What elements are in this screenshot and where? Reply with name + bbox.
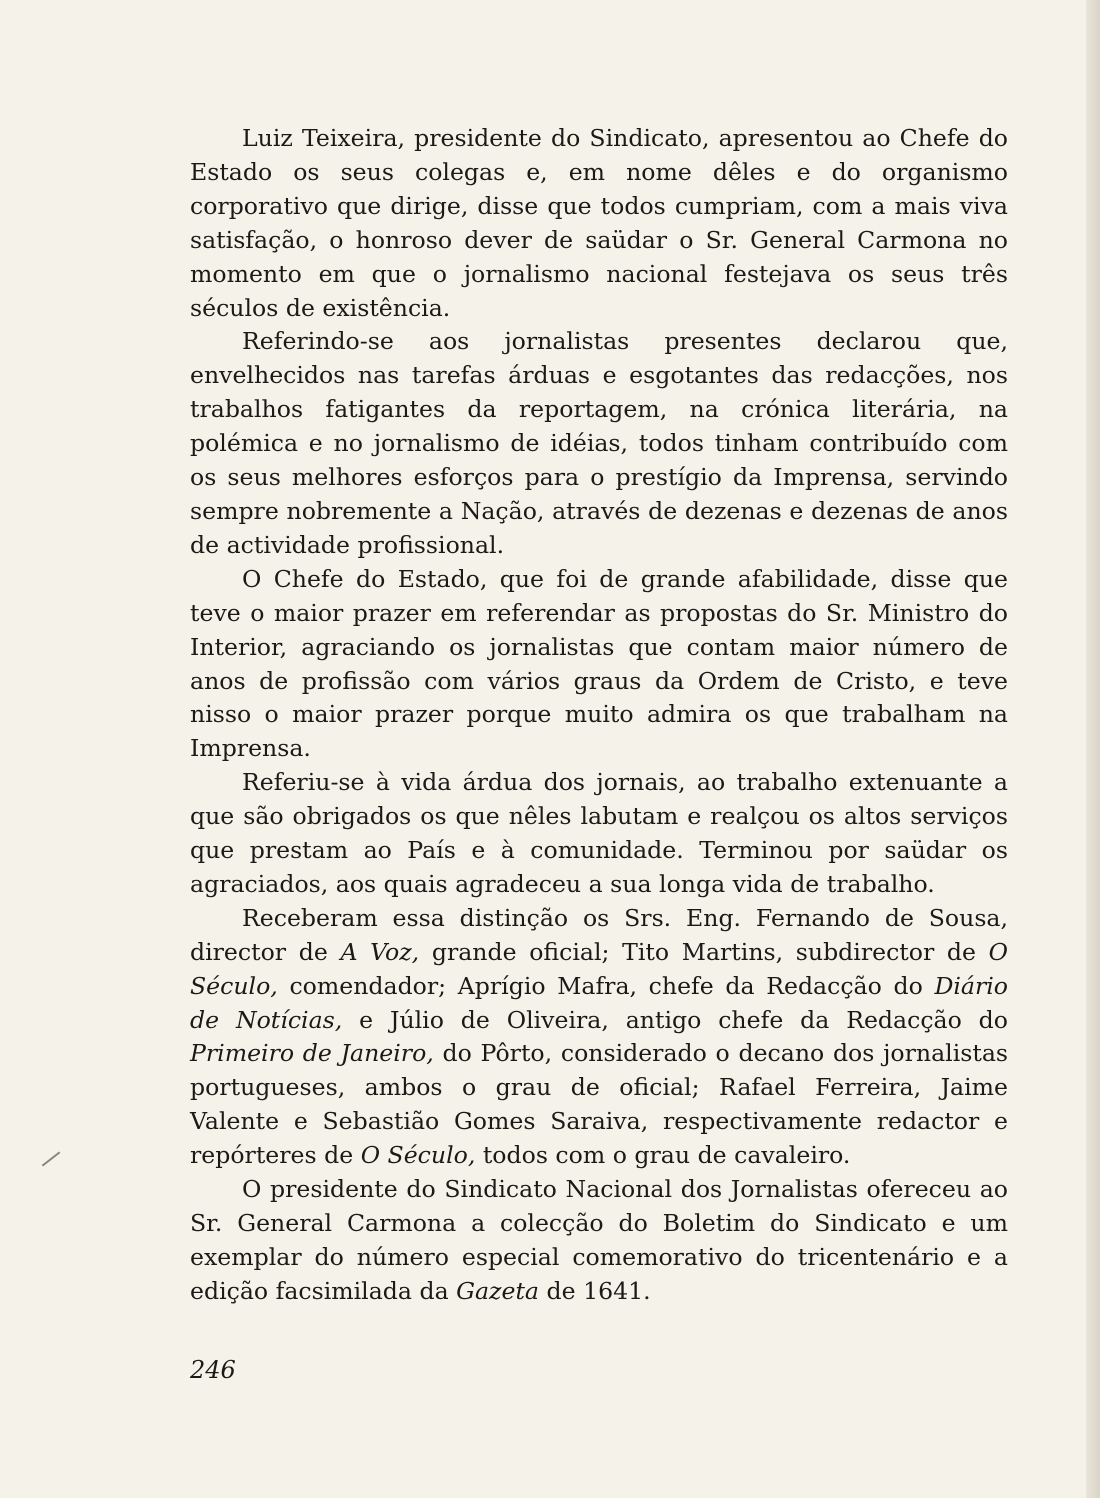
paragraph-1: Luiz Teixeira, presidente do Sindicato, apresentou ao Chefe do Estado os seus colegas e, em nome dêles e do organismo corporativo que dirige, disse que todos cumpriam, com a mais viva satisfação, o honroso dever de saüdar o Sr. General Carmona no momento em que o jornalismo nacional festejava os seus três séculos de existência. <box>190 124 1008 322</box>
paragraph-6: O presidente do Sindicato Nacional dos Jornalistas ofereceu ao Sr. General Carmona a colecção do Boletim do Sindicato e um exemplar do número especial comemorativo do tricentenário e a edição facsimilada da Gazeta de 1641. <box>190 1175 1008 1305</box>
page-number: 246 <box>190 1356 236 1384</box>
paragraph-3: O Chefe do Estado, que foi de grande afabilidade, disse que teve o maior prazer em referendar as propostas do Sr. Ministro do Interior, agraciando os jornalistas que contam maior número de anos de profissão com vários graus da Ordem de Cristo, e teve nisso o maior prazer porque muito admira os que trabalham na Imprensa. <box>190 564 1008 763</box>
title-o-seculo: O Século, <box>190 937 1008 1000</box>
title-primeiro-de-janeiro: Primeiro de Janeiro, <box>190 1039 434 1068</box>
paragraph-2: Referindo-se aos jornalistas presentes declarou que, envelhecidos nas tarefas árduas e esgotantes das redacções, nos trabalhos fatigantes da reportagem, na crónica literária, na polémica e no jornalismo de idéias, todos tinham contribuído com os seus melhores esforços para o prestígio da Imprensa, servindo sempre nobremente a Nação, através de dezenas e dezenas de anos de actividade profissional. <box>190 327 1008 559</box>
title-diario-de-noticias: Diário de Notícias, <box>190 971 1008 1034</box>
paragraph-4: Referiu-se à vida árdua dos jornais, ao trabalho extenuante a que são obrigados os que nêles labutam e realçou os altos serviços que prestam ao País e à comunidade. Terminou por saüdar os agraciados, aos quais agradeceu a sua longa vida de trabalho. <box>190 768 1008 898</box>
title-o-seculo-2: O Século, <box>360 1141 476 1170</box>
title-a-voz: A Voz, <box>340 937 420 966</box>
title-gazeta: Gazeta <box>456 1276 539 1305</box>
margin-mark <box>42 1151 61 1166</box>
page-edge-shadow <box>1086 0 1100 1498</box>
paragraph-5: Receberam essa distinção os Srs. Eng. Fernando de Sousa, director de A Voz, grande oficial; Tito Martins, subdirector de O Século, comendador; Aprígio Mafra, chefe da Redacção do Diário de Notícias, e Júlio de Oliveira, antigo chefe da Redacção do Primeiro de Janeiro, do Pôrto, considerado o decano dos jornalistas portugueses, ambos o grau de oficial; Rafael Ferreira, Jaime Valente e Sebastião Gomes Saraiva, respectivamente redactor e repórteres de O Século, todos com o grau de cavaleiro. <box>190 903 1009 1170</box>
body-text <box>190 122 1008 1309</box>
